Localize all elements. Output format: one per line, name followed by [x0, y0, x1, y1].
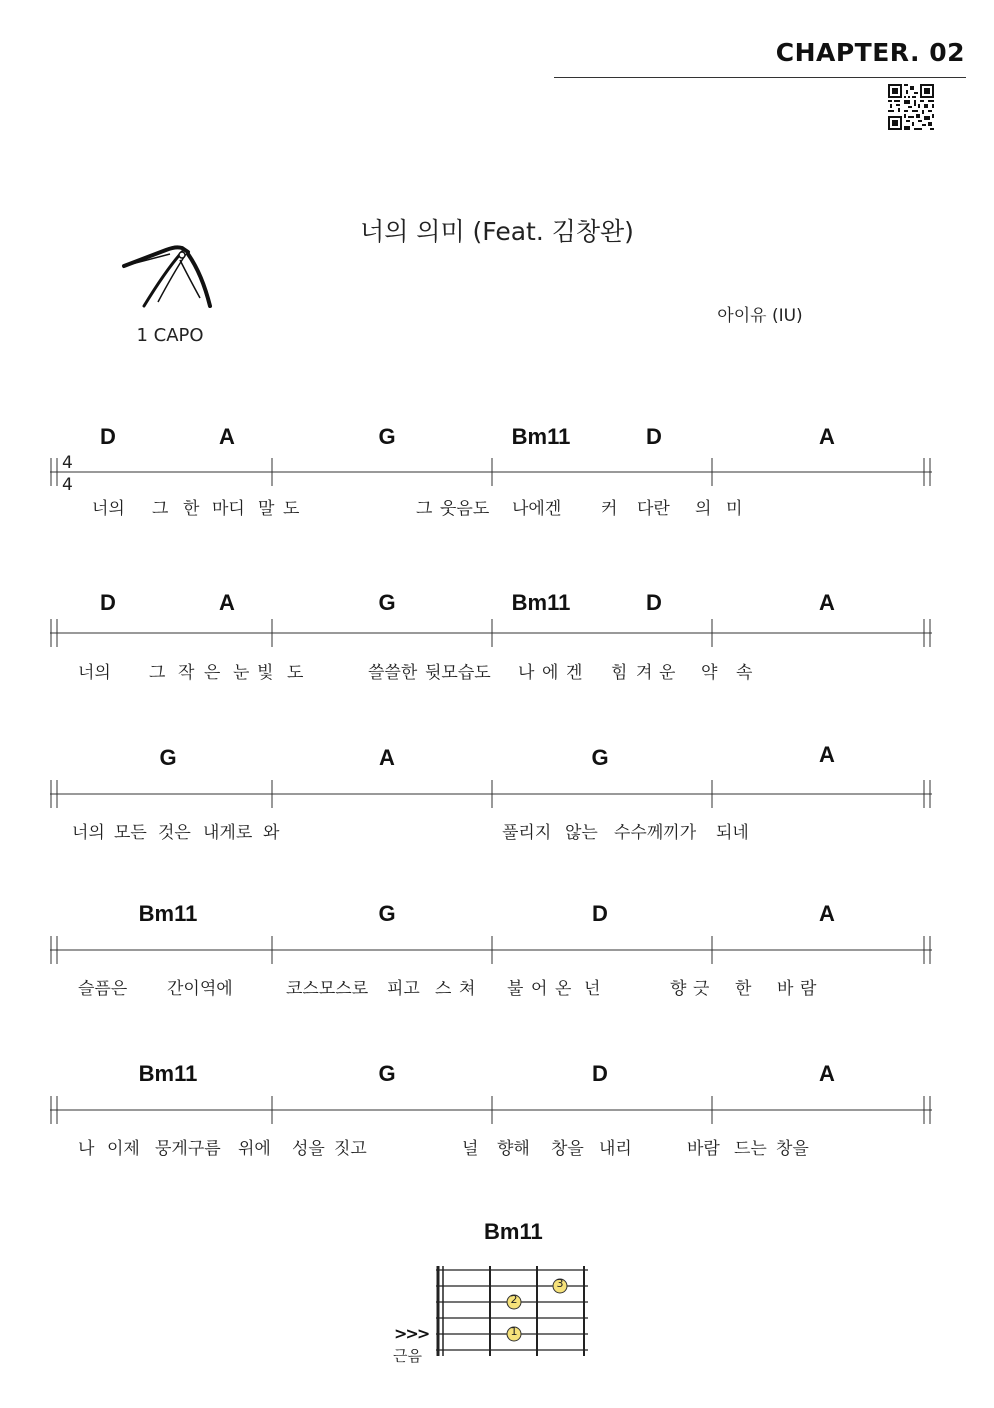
- lyric-syllable: 창을: [551, 1139, 584, 1159]
- lyric-syllable: 빛: [257, 663, 274, 683]
- lyric-syllable: 의: [695, 499, 712, 519]
- chord-symbol: D: [592, 901, 608, 926]
- lyric-syllable: 말: [258, 499, 275, 519]
- chord-symbol: G: [591, 745, 609, 770]
- lyric-syllable: 내리: [599, 1139, 632, 1159]
- lyric-syllable: 너의: [72, 823, 105, 843]
- lyric-syllable: 간이역에: [167, 979, 233, 999]
- staff-system-4: [50, 936, 932, 964]
- staff-system-2: [50, 619, 932, 647]
- lyric-syllable: 너의: [92, 499, 125, 519]
- staff-system-3: [50, 780, 932, 808]
- lyric-syllable: 되네: [716, 823, 749, 843]
- lyric-syllable: 웃음도: [440, 499, 490, 519]
- lyric-syllable: 도: [283, 499, 300, 519]
- song-title: 너의 의미 (Feat. 김창완): [360, 217, 634, 246]
- lyric-syllable: 와: [263, 823, 280, 843]
- lyric-syllable: 불: [507, 979, 524, 999]
- lyric-syllable: 눈: [233, 663, 250, 683]
- lyric-syllable: 코스모스로: [286, 979, 369, 999]
- chord-symbol: A: [819, 1061, 835, 1086]
- lyric-syllable: 피고: [387, 979, 420, 999]
- lyric-syllable: 것은: [158, 823, 191, 843]
- lyric-syllable: 겐: [566, 663, 583, 683]
- lyric-syllable: 다란: [637, 499, 670, 519]
- chord-symbol: Bm11: [138, 1061, 198, 1086]
- lyric-syllable: 성을: [292, 1139, 325, 1159]
- chord-symbol: G: [159, 745, 177, 770]
- lyric-syllable: 위에: [238, 1139, 271, 1159]
- lyric-syllable: 슬픔은: [78, 979, 128, 999]
- lyric-syllable: 드는: [734, 1139, 767, 1159]
- lyric-syllable: 쓸쓸한: [368, 663, 418, 683]
- lyric-syllable: 그: [149, 663, 166, 683]
- lyric-syllable: 은: [204, 663, 221, 683]
- lyric-syllable: 미: [726, 499, 743, 519]
- chord-symbol: Bm11: [511, 590, 571, 615]
- lyric-syllable: 나: [78, 1139, 95, 1159]
- lyric-syllable: 짓고: [334, 1139, 367, 1159]
- lyric-syllable: 널: [462, 1139, 479, 1159]
- lyric-syllable: 에: [542, 663, 559, 683]
- chord-symbol: G: [378, 1061, 396, 1086]
- lyric-syllable: 스: [435, 979, 452, 999]
- lyric-syllable: 긋: [693, 979, 710, 999]
- chord-symbol: D: [646, 424, 662, 449]
- chord-symbol: A: [379, 745, 395, 770]
- chord-symbol: D: [100, 424, 116, 449]
- lyric-syllable: 한: [183, 499, 200, 519]
- chord-symbol: G: [378, 901, 396, 926]
- time-signature-bottom: 4: [62, 475, 73, 495]
- chord-symbol: A: [219, 590, 235, 615]
- artist-name: 아이유 (IU): [717, 306, 803, 326]
- lyric-syllable: 넌: [584, 979, 601, 999]
- chord-symbol: A: [219, 424, 235, 449]
- lyric-syllable: 속: [736, 663, 753, 683]
- lyric-syllable: 온: [555, 979, 572, 999]
- staff-system-5: [50, 1096, 932, 1124]
- chord-symbol: A: [819, 590, 835, 615]
- lyric-syllable: 수수께끼가: [614, 823, 697, 843]
- lyric-syllable: 내게로: [203, 823, 253, 843]
- capo-label: 1 CAPO: [136, 325, 204, 346]
- time-signature-top: 4: [62, 453, 73, 473]
- chord-symbol: A: [819, 742, 835, 767]
- staff-system-1: [50, 458, 932, 486]
- root-note-label: 근음: [393, 1347, 422, 1365]
- lyric-syllable: 한: [735, 979, 752, 999]
- lyric-syllable: 겨: [636, 663, 653, 683]
- lyric-syllable: 약: [701, 663, 718, 683]
- lyric-syllable: 향: [670, 979, 687, 999]
- lyric-syllable: 바: [777, 979, 794, 999]
- chord-chart-title: Bm11: [484, 1219, 543, 1244]
- lyric-syllable: 도: [287, 663, 304, 683]
- chord-symbol: A: [819, 424, 835, 449]
- lyric-syllable: 바람: [687, 1139, 720, 1159]
- lyric-syllable: 창을: [776, 1139, 809, 1159]
- lyric-syllable: 그: [416, 499, 433, 519]
- chord-chart-bm11: [430, 1262, 595, 1362]
- lyric-syllable: 나: [518, 663, 535, 683]
- lyric-syllable: 힘: [611, 663, 628, 683]
- finger-number-3: 3: [556, 1277, 564, 1290]
- lyric-syllable: 작: [178, 663, 195, 683]
- chord-symbol: A: [819, 901, 835, 926]
- chapter-label: CHAPTER. 02: [775, 38, 965, 67]
- lyric-syllable: 쳐: [459, 979, 476, 999]
- lyric-syllable: 너의: [78, 663, 111, 683]
- finger-number-1: 1: [510, 1325, 518, 1338]
- chord-symbol: D: [646, 590, 662, 615]
- chord-symbol: Bm11: [511, 424, 571, 449]
- lyric-syllable: 향해: [497, 1139, 530, 1159]
- chord-symbol: G: [378, 424, 396, 449]
- chord-symbol: G: [378, 590, 396, 615]
- lyric-syllable: 뒷모습도: [425, 663, 491, 683]
- root-arrows-icon: >>>: [394, 1324, 429, 1343]
- lyric-syllable: 모든: [114, 823, 147, 843]
- lyric-syllable: 않는: [565, 823, 598, 843]
- lyric-syllable: 그: [152, 499, 169, 519]
- lyric-syllable: 운: [659, 663, 676, 683]
- lyric-syllable: 뭉게구름: [155, 1139, 221, 1159]
- lyric-syllable: 어: [531, 979, 548, 999]
- lyric-syllable: 커: [601, 499, 618, 519]
- lyric-syllable: 이제: [107, 1139, 140, 1159]
- chord-symbol: Bm11: [138, 901, 198, 926]
- chord-symbol: D: [592, 1061, 608, 1086]
- lyric-syllable: 마디: [212, 499, 245, 519]
- chord-symbol: D: [100, 590, 116, 615]
- lyric-syllable: 람: [800, 979, 817, 999]
- lyric-syllable: 나에겐: [512, 499, 562, 519]
- lyric-syllable: 풀리지: [502, 823, 552, 843]
- finger-number-2: 2: [510, 1293, 518, 1306]
